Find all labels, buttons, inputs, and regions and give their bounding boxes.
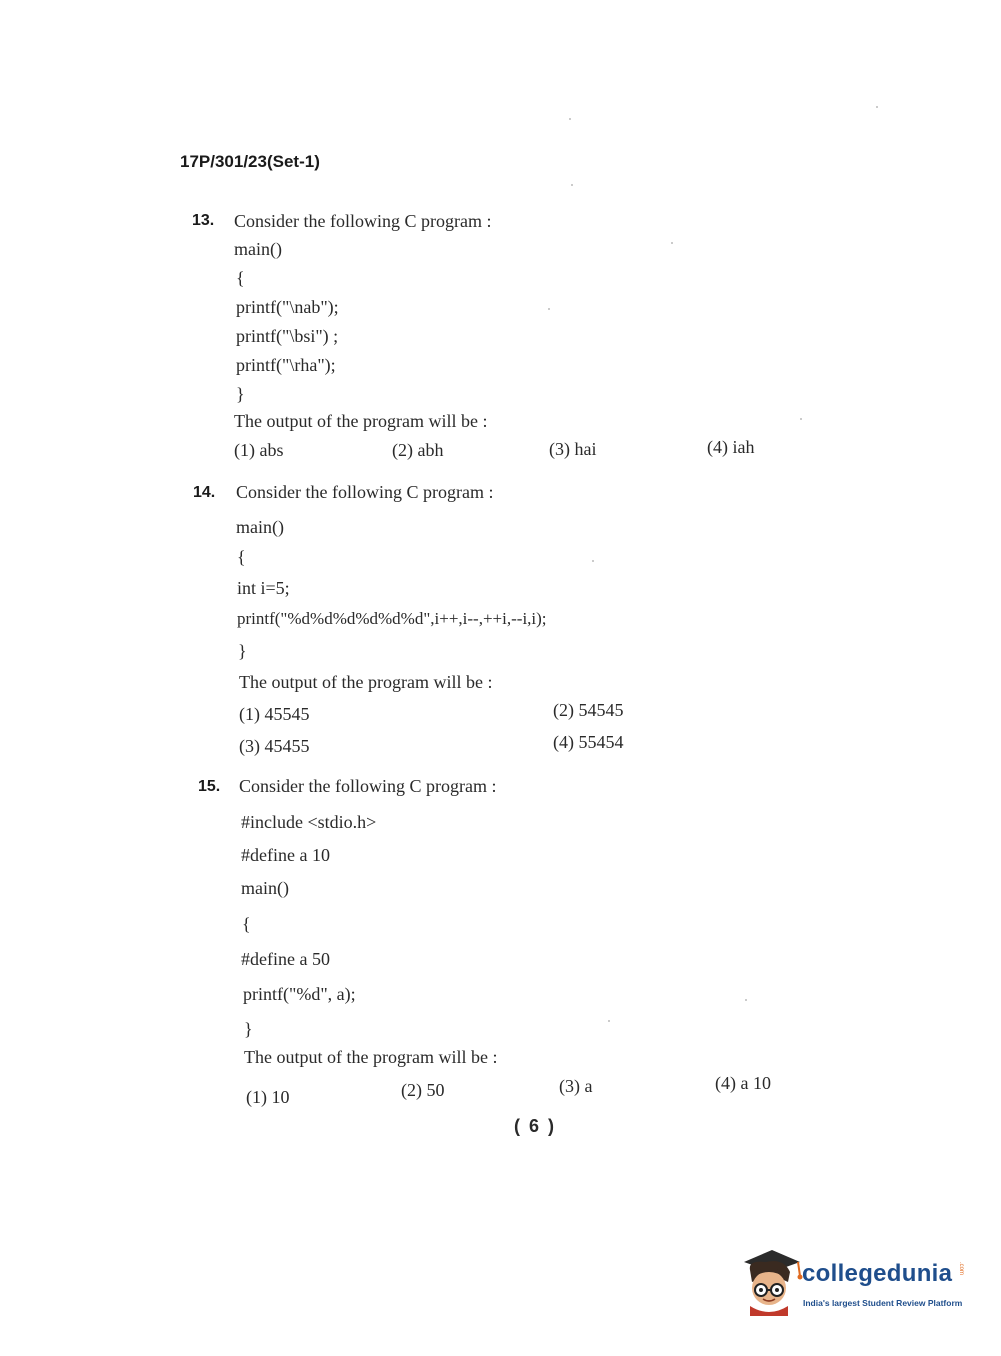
code-line: printf("\bsi") ; <box>236 326 339 346</box>
option-3: (3) a <box>559 1076 593 1096</box>
scan-speck <box>876 106 878 108</box>
scan-speck <box>671 242 673 244</box>
option-3: (3) hai <box>549 439 597 459</box>
code-line: #include <stdio.h> <box>241 812 377 832</box>
brand-name: collegedunia <box>802 1260 953 1287</box>
code-line: printf("%d", a); <box>243 984 356 1004</box>
option-1: (1) 10 <box>246 1087 290 1107</box>
code-line: int i=5; <box>237 578 290 598</box>
scan-speck <box>800 418 802 420</box>
question-prompt: Consider the following C program : <box>236 482 494 502</box>
option-4: (4) 55454 <box>553 732 624 752</box>
scan-speck <box>571 184 573 186</box>
scan-speck <box>608 1020 610 1022</box>
option-2: (2) abh <box>392 440 444 460</box>
code-line: printf("\rha"); <box>236 355 336 375</box>
option-1: (1) abs <box>234 440 284 460</box>
code-line: #define a 10 <box>241 845 330 865</box>
code-line: { <box>237 547 246 567</box>
code-line: } <box>244 1019 253 1039</box>
code-line: { <box>242 914 251 934</box>
paper-code: 17P/301/23(Set-1) <box>180 152 320 171</box>
page-number: ( 6 ) <box>514 1116 557 1136</box>
question-prompt: Consider the following C program : <box>239 776 497 796</box>
code-line: main() <box>241 878 289 898</box>
code-line: } <box>238 641 247 661</box>
scan-speck <box>745 999 747 1001</box>
scan-speck <box>592 560 594 562</box>
code-line: printf("%d%d%d%d%d%d",i++,i--,++i,--i,i); <box>237 609 547 628</box>
scan-speck <box>569 118 571 120</box>
option-2: (2) 54545 <box>553 700 624 720</box>
question-text: The output of the program will be : <box>234 411 488 431</box>
question-number: 14. <box>193 484 216 501</box>
option-2: (2) 50 <box>401 1080 445 1100</box>
code-line: main() <box>236 517 284 537</box>
mascot-icon <box>742 1248 804 1318</box>
question-prompt: Consider the following C program : <box>234 211 492 231</box>
question-text: The output of the program will be : <box>239 672 493 692</box>
option-4: (4) a 10 <box>715 1073 771 1093</box>
question-number: 13. <box>192 212 215 229</box>
option-4: (4) iah <box>707 437 755 457</box>
code-line: main() <box>234 239 282 259</box>
brand-suffix: .com <box>958 1262 964 1276</box>
option-1: (1) 45545 <box>239 704 310 724</box>
code-line: printf("\nab"); <box>236 297 339 317</box>
option-3: (3) 45455 <box>239 736 310 756</box>
code-line: } <box>236 384 245 404</box>
code-line: #define a 50 <box>241 949 330 969</box>
code-line: { <box>236 268 245 288</box>
collegedunia-watermark <box>742 1248 972 1318</box>
scan-speck <box>548 308 550 310</box>
brand-tagline: India's largest Student Review Platform <box>803 1298 963 1308</box>
question-text: The output of the program will be : <box>244 1047 498 1067</box>
question-number: 15. <box>198 778 221 795</box>
